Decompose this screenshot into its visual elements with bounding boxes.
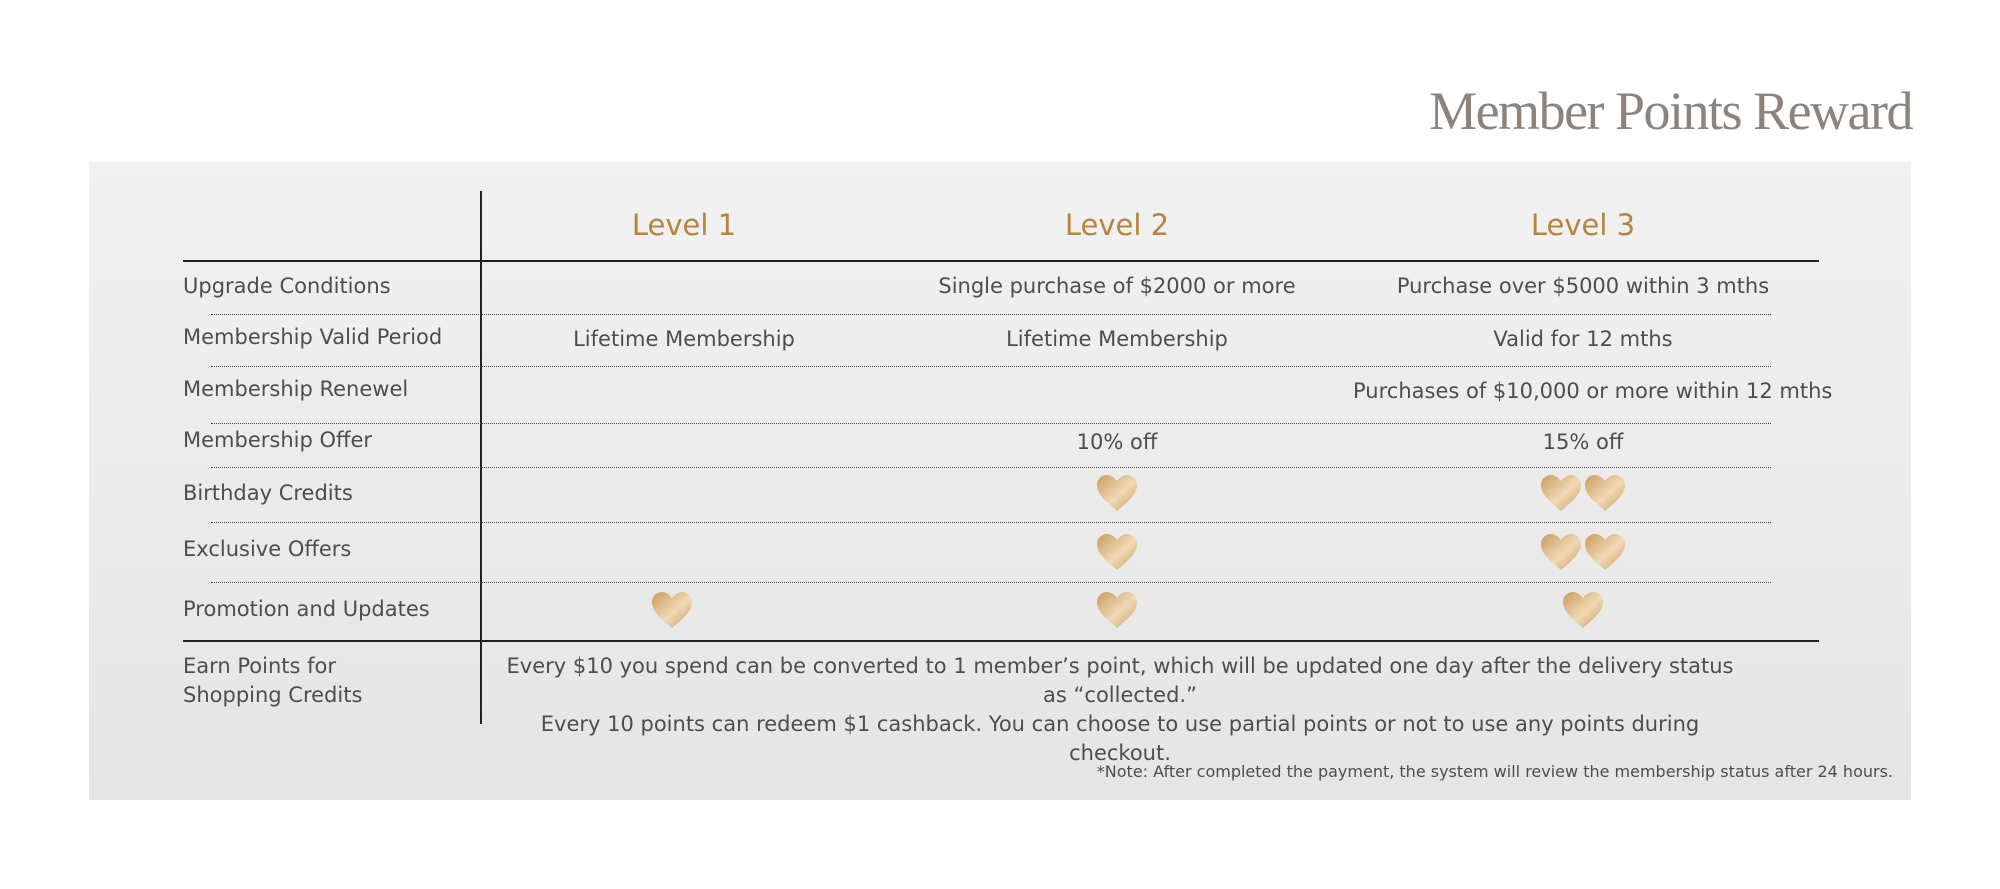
earn-points-description (500, 652, 1740, 768)
hearts-promotion-level-3 (1483, 589, 1683, 631)
row-divider (211, 467, 1771, 468)
heart-icon (1561, 589, 1605, 631)
row-label-upgrade-conditions: Upgrade Conditions (183, 274, 391, 298)
earn-label-line-2: Shopping Credits (183, 683, 363, 707)
column-divider (480, 191, 482, 724)
hearts-exclusive-level-3 (1483, 531, 1683, 573)
heart-icon (1583, 531, 1627, 573)
row-label-valid-period: Membership Valid Period (183, 325, 443, 349)
heart-icon (1095, 589, 1139, 631)
cell-offer-level-3: 15% off (1542, 430, 1624, 454)
footnote: *Note: After completed the payment, the system will review the membership status after 24 hours. (1096, 762, 1893, 781)
level-3-header: Level 3 (1530, 208, 1636, 242)
level-1-header: Level 1 (631, 208, 737, 242)
cell-offer-level-2: 10% off (1076, 430, 1158, 454)
hearts-promotion-level-1 (572, 589, 772, 631)
hearts-exclusive-level-2 (1017, 531, 1217, 573)
hearts-birthday-level-2 (1017, 472, 1217, 514)
row-label-offer: Membership Offer (183, 428, 373, 452)
heart-icon (1095, 472, 1139, 514)
earn-description-line-1: Every $10 you spend can be converted to 1 member’s point, which will be updated one day after the delivery status as “collected.” (506, 654, 1734, 707)
cell-upgrade-level-2: Single purchase of $2000 or more (938, 274, 1296, 298)
header-divider (183, 260, 1819, 262)
earn-label-line-1: Earn Points for (183, 654, 337, 678)
cell-upgrade-level-3: Purchase over $5000 within 3 mths (1396, 274, 1770, 298)
row-divider (211, 366, 1771, 367)
row-label-exclusive-offers: Exclusive Offers (183, 537, 352, 561)
footer-divider (183, 640, 1819, 642)
row-divider (211, 522, 1771, 523)
cell-renewal-level-3: Purchases of $10,000 or more within 12 mths (1353, 379, 1833, 403)
heart-icon (1539, 472, 1583, 514)
row-label-earn-points (183, 652, 362, 710)
cell-valid-level-2: Lifetime Membership (1006, 327, 1228, 351)
cell-valid-level-3: Valid for 12 mths (1493, 327, 1673, 351)
row-divider (211, 582, 1771, 583)
heart-icon (1539, 531, 1583, 573)
cell-valid-level-1: Lifetime Membership (573, 327, 795, 351)
hearts-birthday-level-3 (1483, 472, 1683, 514)
row-label-promotion-updates: Promotion and Updates (183, 597, 430, 621)
heart-icon (1095, 531, 1139, 573)
level-2-header: Level 2 (1064, 208, 1170, 242)
row-label-renewal: Membership Renewel (183, 377, 409, 401)
page-title: Member Points Reward (1429, 81, 1912, 141)
hearts-promotion-level-2 (1017, 589, 1217, 631)
heart-icon (1583, 472, 1627, 514)
row-label-birthday-credits: Birthday Credits (183, 481, 353, 505)
row-divider (211, 314, 1771, 315)
row-divider (211, 423, 1771, 424)
heart-icon (650, 589, 694, 631)
earn-description-line-2: Every 10 points can redeem $1 cashback. You can choose to use partial points or not to use any points during checkout. (540, 712, 1700, 765)
